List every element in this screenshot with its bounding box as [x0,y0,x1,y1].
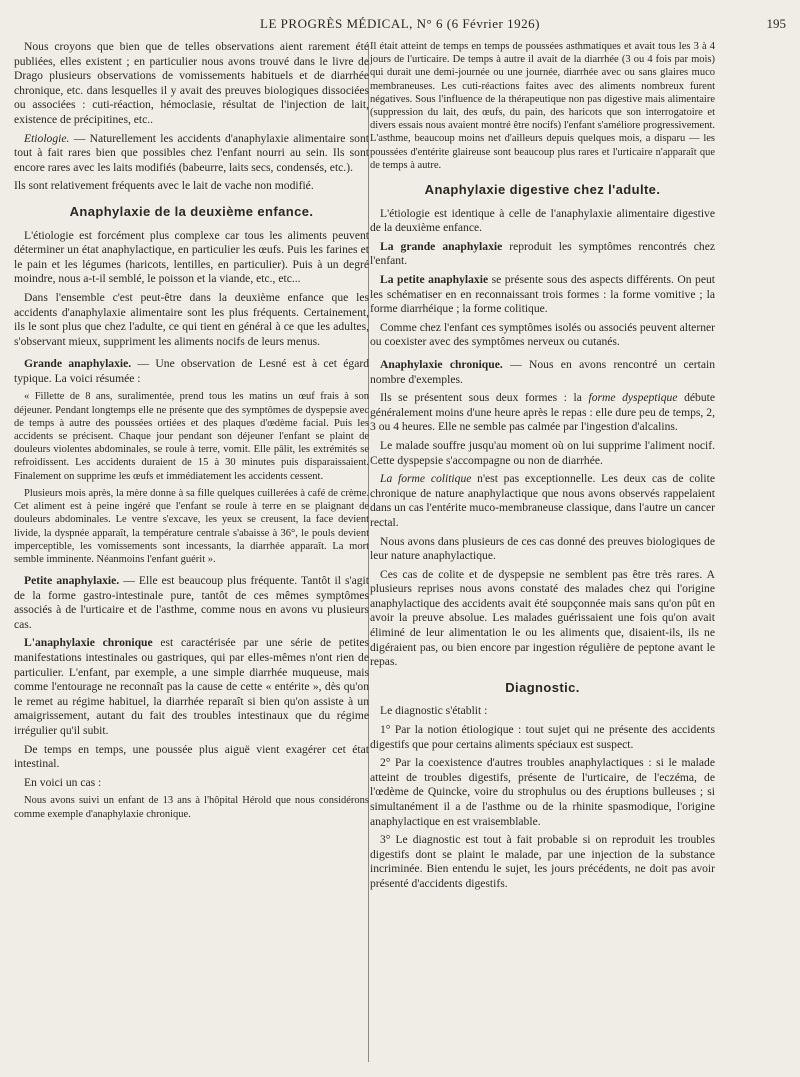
paragraph: Nous croyons que bien que de telles observations aient rarement été publiées, elles existent ; en particulier nous avons trouvé dans le livre de Drago plusieurs observations de vomissements habituels et de diarrhée chronique, etc. dans lesquelles il y avait des preuves biologiques dissociées ou associées : cuti-réaction, hémoclasie, résultat de l'injection de lait, existence de précipitines, etc.. [14,40,369,126]
section-heading: Diagnostic. [505,679,580,695]
paragraph-text: — Nous en avons rencontré un certain nombre d'exemples. [370,357,716,386]
paragraph-text: — Naturellement les accidents d'anaphylaxie alimentaire sont tout à fait rares bien que possibles chez l'enfant nourri au sein. Ils sont encore rares avec les laits modifiés (babeurre, laits secs, condensés, etc.). [14,131,369,174]
paragraph [14,636,369,738]
section-heading: Anaphylaxie de la deuxième enfance. [69,203,314,219]
paragraph-text: débute généralement moins d'une heure après le repas : elle dure peu de temps, 2, 3 ou 4 heures. Elle ne semble pas calmée par l'ingestion d'alcalins. [370,391,715,434]
right-column [370,40,715,896]
paragraph: L'étiologie est identique à celle de l'anaphylaxie alimentaire digestive de la deuxième enfance. [370,206,715,235]
paragraph: 2° Par la coexistence d'autres troubles anaphylactiques : si le malade atteint de troubles digestifs, présente de l'urticaire, de l'eczéma, de l'œdème de Quincke, voire du strophulus ou des éruptions bulleuses ; si simultanément il a de l'asthme ou de la rhinite spasmodique, l'origine anaphylactique en est vraisemblable. [370,756,715,828]
paragraph: Le diagnostic s'établit : [380,704,488,718]
paragraph [370,472,715,530]
section-label: L'anaphylaxie chronique [24,636,153,650]
paragraph: Il était atteint de temps en temps de poussées asthmatiques et avait tous les 3 à 4 jours de l'urticaire. De temps à autre il avait de la diarrhée (3 ou 4 fois par mois) qui durait une demi-journée ou une journée, diarrhée avec ou sans glaires muco membraneuses. Les cuti-réactions faites avec des aliments nombreux furent négatives. Sous l'influence de la thérapeutique non pas digestive mais alimentaire (suppression du lait, des œufs, du pain, des haricots que son interrogatoire et divers essais nous avaient montré être nocifs) l'enfant s'améliore progressivement. L'asthme, beaucoup moins net d'ailleurs depuis quelques mois, a disparu — les poussées d'entérite glaireuse sont beaucoup plus rares et l'urticaire n'apparaît que de temps à autre. [370,41,715,171]
paragraph [370,358,715,387]
paragraph: En voici un cas : [24,775,102,789]
italic-term: La forme colitique [380,472,472,486]
paragraph: Le malade souffre jusqu'au moment où on lui supprime l'aliment nocif. Cette dyspepsie s'accompagne ou non de diarrhée. [370,438,715,467]
paragraph [370,273,715,317]
paragraph: 1° Par la notion étiologique : tout sujet qui ne présente des accidents digestifs que pour certains aliments spéciaux est suspect. [370,723,715,751]
paragraph [14,132,369,176]
section-heading: Anaphylaxie digestive chez l'adulte. [424,182,661,198]
paragraph: Ils sont relativement fréquents avec le lait de vache non modifié. [14,179,314,193]
paragraph-text: n'est pas exceptionnelle. Les deux cas de colite chronique de nature anaphylactique que nous avons observés rappelaient dans un cas l'entérite muco-membraneuse classique, dans l'autre un cancer rectal. [370,472,715,529]
paragraph: De temps en temps, une poussée plus aiguë vient exagérer cet état intestinal. [14,742,369,771]
paragraph-text: est caractérisée par une série de petites manifestations intestinales ou gastriques, qui par elles-mêmes n'ont rien de particulier. L'enfant, par exemple, a une simple diarrhée muqueuse, mais comme l'entourage ne reconnaît pas la cause de cette « entérite », dès qu'on le remet au régime habituel, la diarrhée reparaît si bien qu'on assiste à un amaigrissement, autant du fait des troubles intestinaux que du régime irrégulier qu'il subit. [14,636,370,738]
paragraph-text: — Une observation de Lesné est à cet égard typique. La voici résumée : [14,357,370,385]
paragraph [370,391,715,435]
page-number: 195 [766,16,786,31]
paragraph [370,240,715,269]
paragraph: 3° Le diagnostic est tout à fait probable si on reproduit les troubles digestifs dont se plaint le malade, par une injection de la substance incriminée. Bien entendu le sujet, les jours précédents, ne doit pas avoir présenté d'accidents digestifs. [370,833,715,890]
section-label: La petite anaphylaxie [380,273,489,286]
quote-paragraph: « Fillette de 8 ans, suralimentée, prend tous les matins un œuf frais à son déjeuner. Pendant longtemps elle ne présente que des symptômes de dyspepsie avec de temps à autre des poussées ortiées et des plaques d'œdème facial. Puis les accidents se précisent. Chaque jour pendant son déjeuner l'enfant se plaint de douleurs violentes abdominales, se roule à terre, vomit. Elle pâlit, les extrémités se refroidissent. Les accidents duraient de 15 à 30 minutes puis disparaissaient. Finalement on supprime les œufs et immédiatement les accidents cessent. [14,391,369,482]
italic-term: forme dyspeptique [588,391,678,405]
paragraph-text: — Elle est beaucoup plus fréquente. Tantôt il s'agit de la forme gastro-intestinale pure, tantôt de ces mêmes symptômes associés à de l'urticaire et de l'asthme, comme nous en avons vu plusieurs cas. [14,574,369,631]
section-label: Anaphylaxie chronique. [380,357,503,371]
paragraph: Nous avons dans plusieurs de ces cas donné des preuves biologiques de leur nature anaphylactique. [370,534,715,563]
paragraph-text: reproduit les symptômes rencontrés chez l'enfant. [370,239,715,268]
paragraph-text: Ils se présentent sous deux formes : la [380,391,589,405]
page-header [0,16,800,36]
paragraph-text: se présente sous des aspects différents. On peut les schématiser en en reconnaissant trois formes : la forme vomitive ; la forme diarrhéique ; la forme colitique. [370,273,715,316]
section-label: La grande anaphylaxie [380,239,503,253]
quote-paragraph: Plusieurs mois après, la mère donne à sa fille quelques cuillerées à café de crème. Cet aliment est à peine ingéré que l'enfant se roule à terre en se plaignant de douleurs abdominales. Le ventre s'excave, les yeux se creusent, la face devient livide, la dyspnée apparaît, la température centrale s'abaisse à 36°, le pouls devient imperceptible, les vomissements sont incessants, la diarrhée apparaît. La mort semble imminente. Néanmoins l'enfant guérit ». [14,487,369,565]
paragraph: L'étiologie est forcément plus complexe car tous les aliments peuvent déterminer un état anaphylactique, en particulier les œufs. Puis les farines et le pain et les légumes (haricots, lentilles, en particulier). Puis à un degré moindre, nous a-t-il semblé, le poisson et la viande, etc., etc... [14,228,369,286]
section-label: Grande anaphylaxie. [24,357,132,371]
section-label: Petite anaphylaxie. [24,574,120,588]
paragraph [14,357,369,386]
paragraph: Dans l'ensemble c'est peut-être dans la deuxième enfance que les accidents d'anaphylaxie alimentaire sont les plus fréquents. Certainement, ils le sont plus que chez l'adulte, ce qui tient en général à ce que les adultes, s'observant mieux, suppriment les aliments nocifs de leurs menus. [14,290,369,348]
paragraph: Ces cas de colite et de dyspepsie ne semblent pas être très rares. A plusieurs reprises nous avons constaté des malades chez qui l'origine anaphylactique des accidents avait été soupçonnée mais sans qu'on pût en avoir la preuve absolue. Les malades guérissaient une fois qu'on avait éliminé de leur alimentation le ou les aliments que, disaient-ils, ils ne digéraient pas, ou bien encore par ingestion régulière de peptone avant le repas. [370,567,715,669]
paragraph: Nous avons suivi un enfant de 13 ans à l'hôpital Hérold que nous considérons comme exemple d'anaphylaxie chronique. [14,795,369,820]
section-label: Etiologie. [24,131,70,145]
left-column [14,40,369,825]
paragraph: Comme chez l'enfant ces symptômes isolés ou associés peuvent alterner ou coexister avec des symptômes nerveux ou cutanés. [370,320,715,349]
journal-title: LE PROGRÈS MÉDICAL, N° 6 (6 Février 1926) [260,16,540,31]
paragraph [14,574,369,632]
